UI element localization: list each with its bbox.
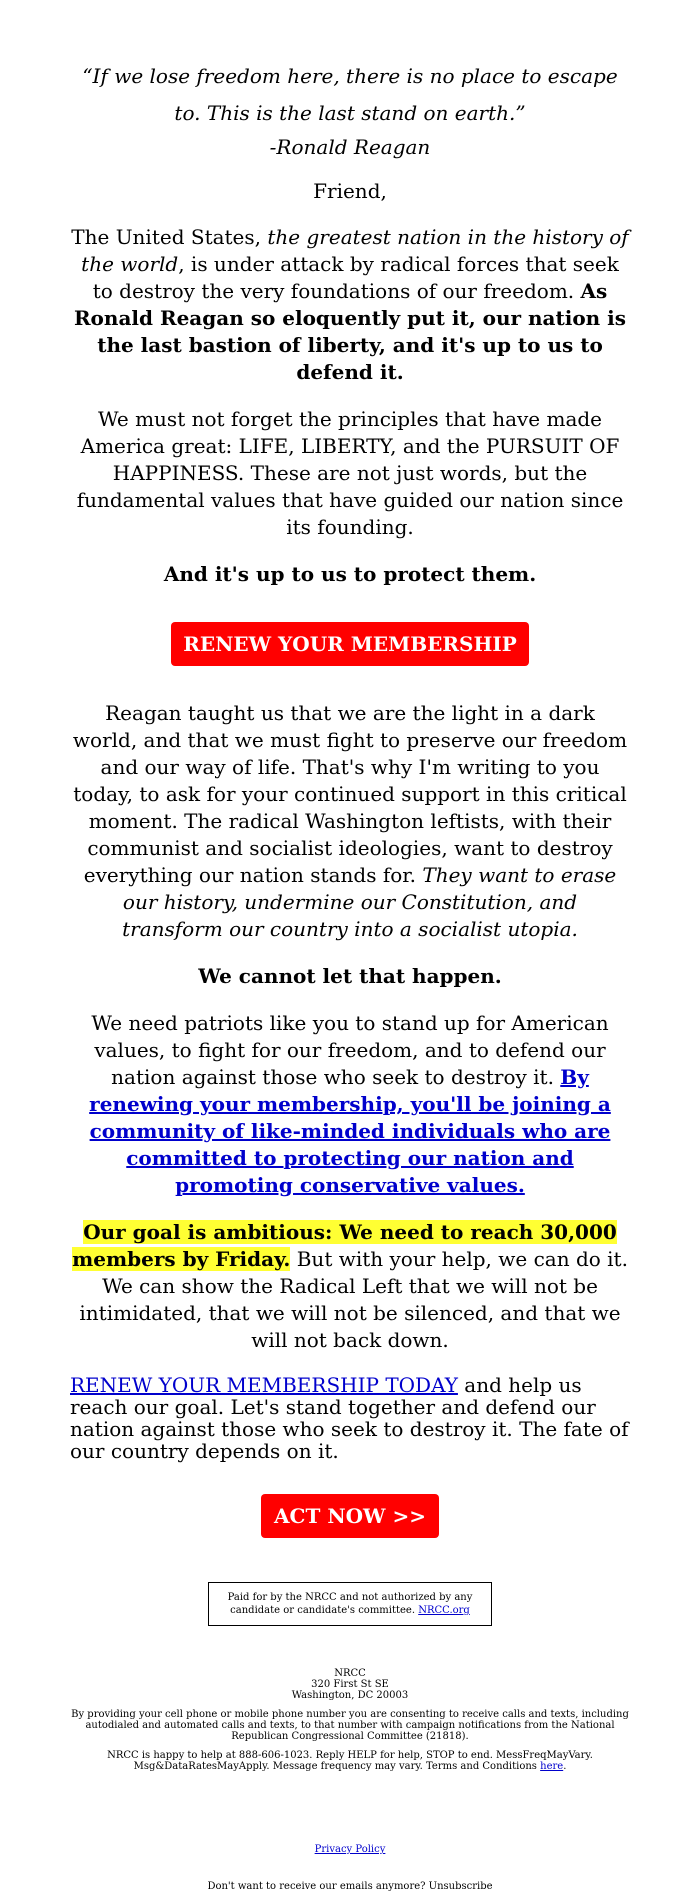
quote-attribution: -Ronald Reagan	[269, 135, 431, 159]
para1-bold: As Ronald Reagan so eloquently put it, our nation is the last bastion of liberty, and it's up to us to defend it.	[73, 279, 627, 384]
footer-help: NRCC is happy to help at 888-606-1023. Reply HELP for help, STOP to end. MessFreqMayVary. Msg&DataRatesMayApply. Message frequency may vary. Terms and Conditions here.	[107, 1750, 593, 1772]
paragraph-1	[70, 224, 630, 386]
renew-today-link[interactable]: RENEW YOUR MEMBERSHIP TODAY	[70, 1373, 458, 1397]
para8-text: and help us reach our goal. Let's stand together and defend our nation against those who seek to destroy it. The fate of our country depends on it.	[70, 1373, 629, 1463]
act-now-button[interactable]: ACT NOW >>	[261, 1494, 439, 1538]
para1-italic: the greatest nation in the history of the world	[81, 225, 629, 276]
para4-italic: They want to erase our history, undermine our Constitution, and transform our country into a socialist utopia.	[122, 863, 617, 941]
renew-membership-button[interactable]: RENEW YOUR MEMBERSHIP	[171, 622, 529, 666]
paid-for-disclaimer	[208, 1582, 492, 1626]
paragraph-7	[70, 1219, 630, 1354]
footer-help-text: NRCC is happy to help at 888-606-1023. Reply HELP for help, STOP to end. MessFreqMayVary. Msg&DataRatesMayApply. Message frequency may vary. Terms and Conditions	[107, 1750, 593, 1772]
footer	[70, 1668, 630, 1892]
footer-city: Washington, DC 20003	[291, 1690, 409, 1701]
para1-text-b: , is under attack by radical forces that seek to destroy the very foundations of our freedom.	[92, 252, 619, 303]
para7-text: But with your help, we can do it. We can show the Radical Left that we will not be intimidated, that we will not be silenced, and that we will not back down.	[79, 1247, 628, 1352]
goal-highlight: Our goal is ambitious: We need to reach 30,000 members by Friday.	[72, 1220, 617, 1271]
reagan-quote: “If we lose freedom here, there is no place to escape to. This is the last stand on earth.”	[82, 64, 618, 125]
disclaimer-text: Paid for by the NRCC and not authorized by any candidate or candidate's committee.	[227, 1592, 473, 1616]
unsubscribe-text[interactable]: Don't want to receive our emails anymore? Unsubscribe	[207, 1881, 493, 1892]
paragraph-8	[70, 1374, 630, 1462]
paragraph-3: And it's up to us to protect them.	[163, 562, 537, 586]
greeting: Friend,	[313, 179, 387, 203]
footer-org: NRCC	[334, 1668, 366, 1679]
para6-text: We need patriots like you to stand up for American values, to fight for our freedom, and to defend our nation against those who seek to destroy it.	[91, 1011, 609, 1089]
footer-street: 320 First St SE	[311, 1679, 389, 1690]
para1-text-a: The United States,	[71, 225, 262, 249]
email-body	[70, 0, 630, 1892]
paragraph-6	[70, 1010, 630, 1199]
para4-text: Reagan taught us that we are the light in a dark world, and that we must fight to preserve our freedom and our way of life. That's why I'm writing to you today, to ask for your continued support in this critical moment. The radical Washington leftists, with their communist and socialist ideologies, want to destroy everything our nation stands for.	[72, 701, 628, 887]
privacy-policy-link[interactable]: Privacy Policy	[314, 1844, 386, 1855]
paragraph-5: We cannot let that happen.	[198, 964, 502, 988]
renew-membership-link[interactable]: By renewing your membership, you'll be joining a community of like-minded individuals who are committed to protecting our nation and promoting conservative values.	[89, 1065, 611, 1197]
paragraph-4	[70, 700, 630, 943]
terms-here-link[interactable]: here	[540, 1761, 564, 1772]
paragraph-2: We must not forget the principles that have made America great: LIFE, LIBERTY, and the PURSUIT OF HAPPINESS. These are not just words, but the fundamental values that have guided our nation since its founding.	[76, 407, 624, 539]
nrcc-org-link[interactable]: NRCC.org	[418, 1605, 470, 1616]
footer-consent: By providing your cell phone or mobile phone number you are consenting to receive calls and texts, including autodialed and automated calls and texts, to that number with campaign notifications from the National Republican Congressional Committee (21818).	[71, 1709, 629, 1742]
